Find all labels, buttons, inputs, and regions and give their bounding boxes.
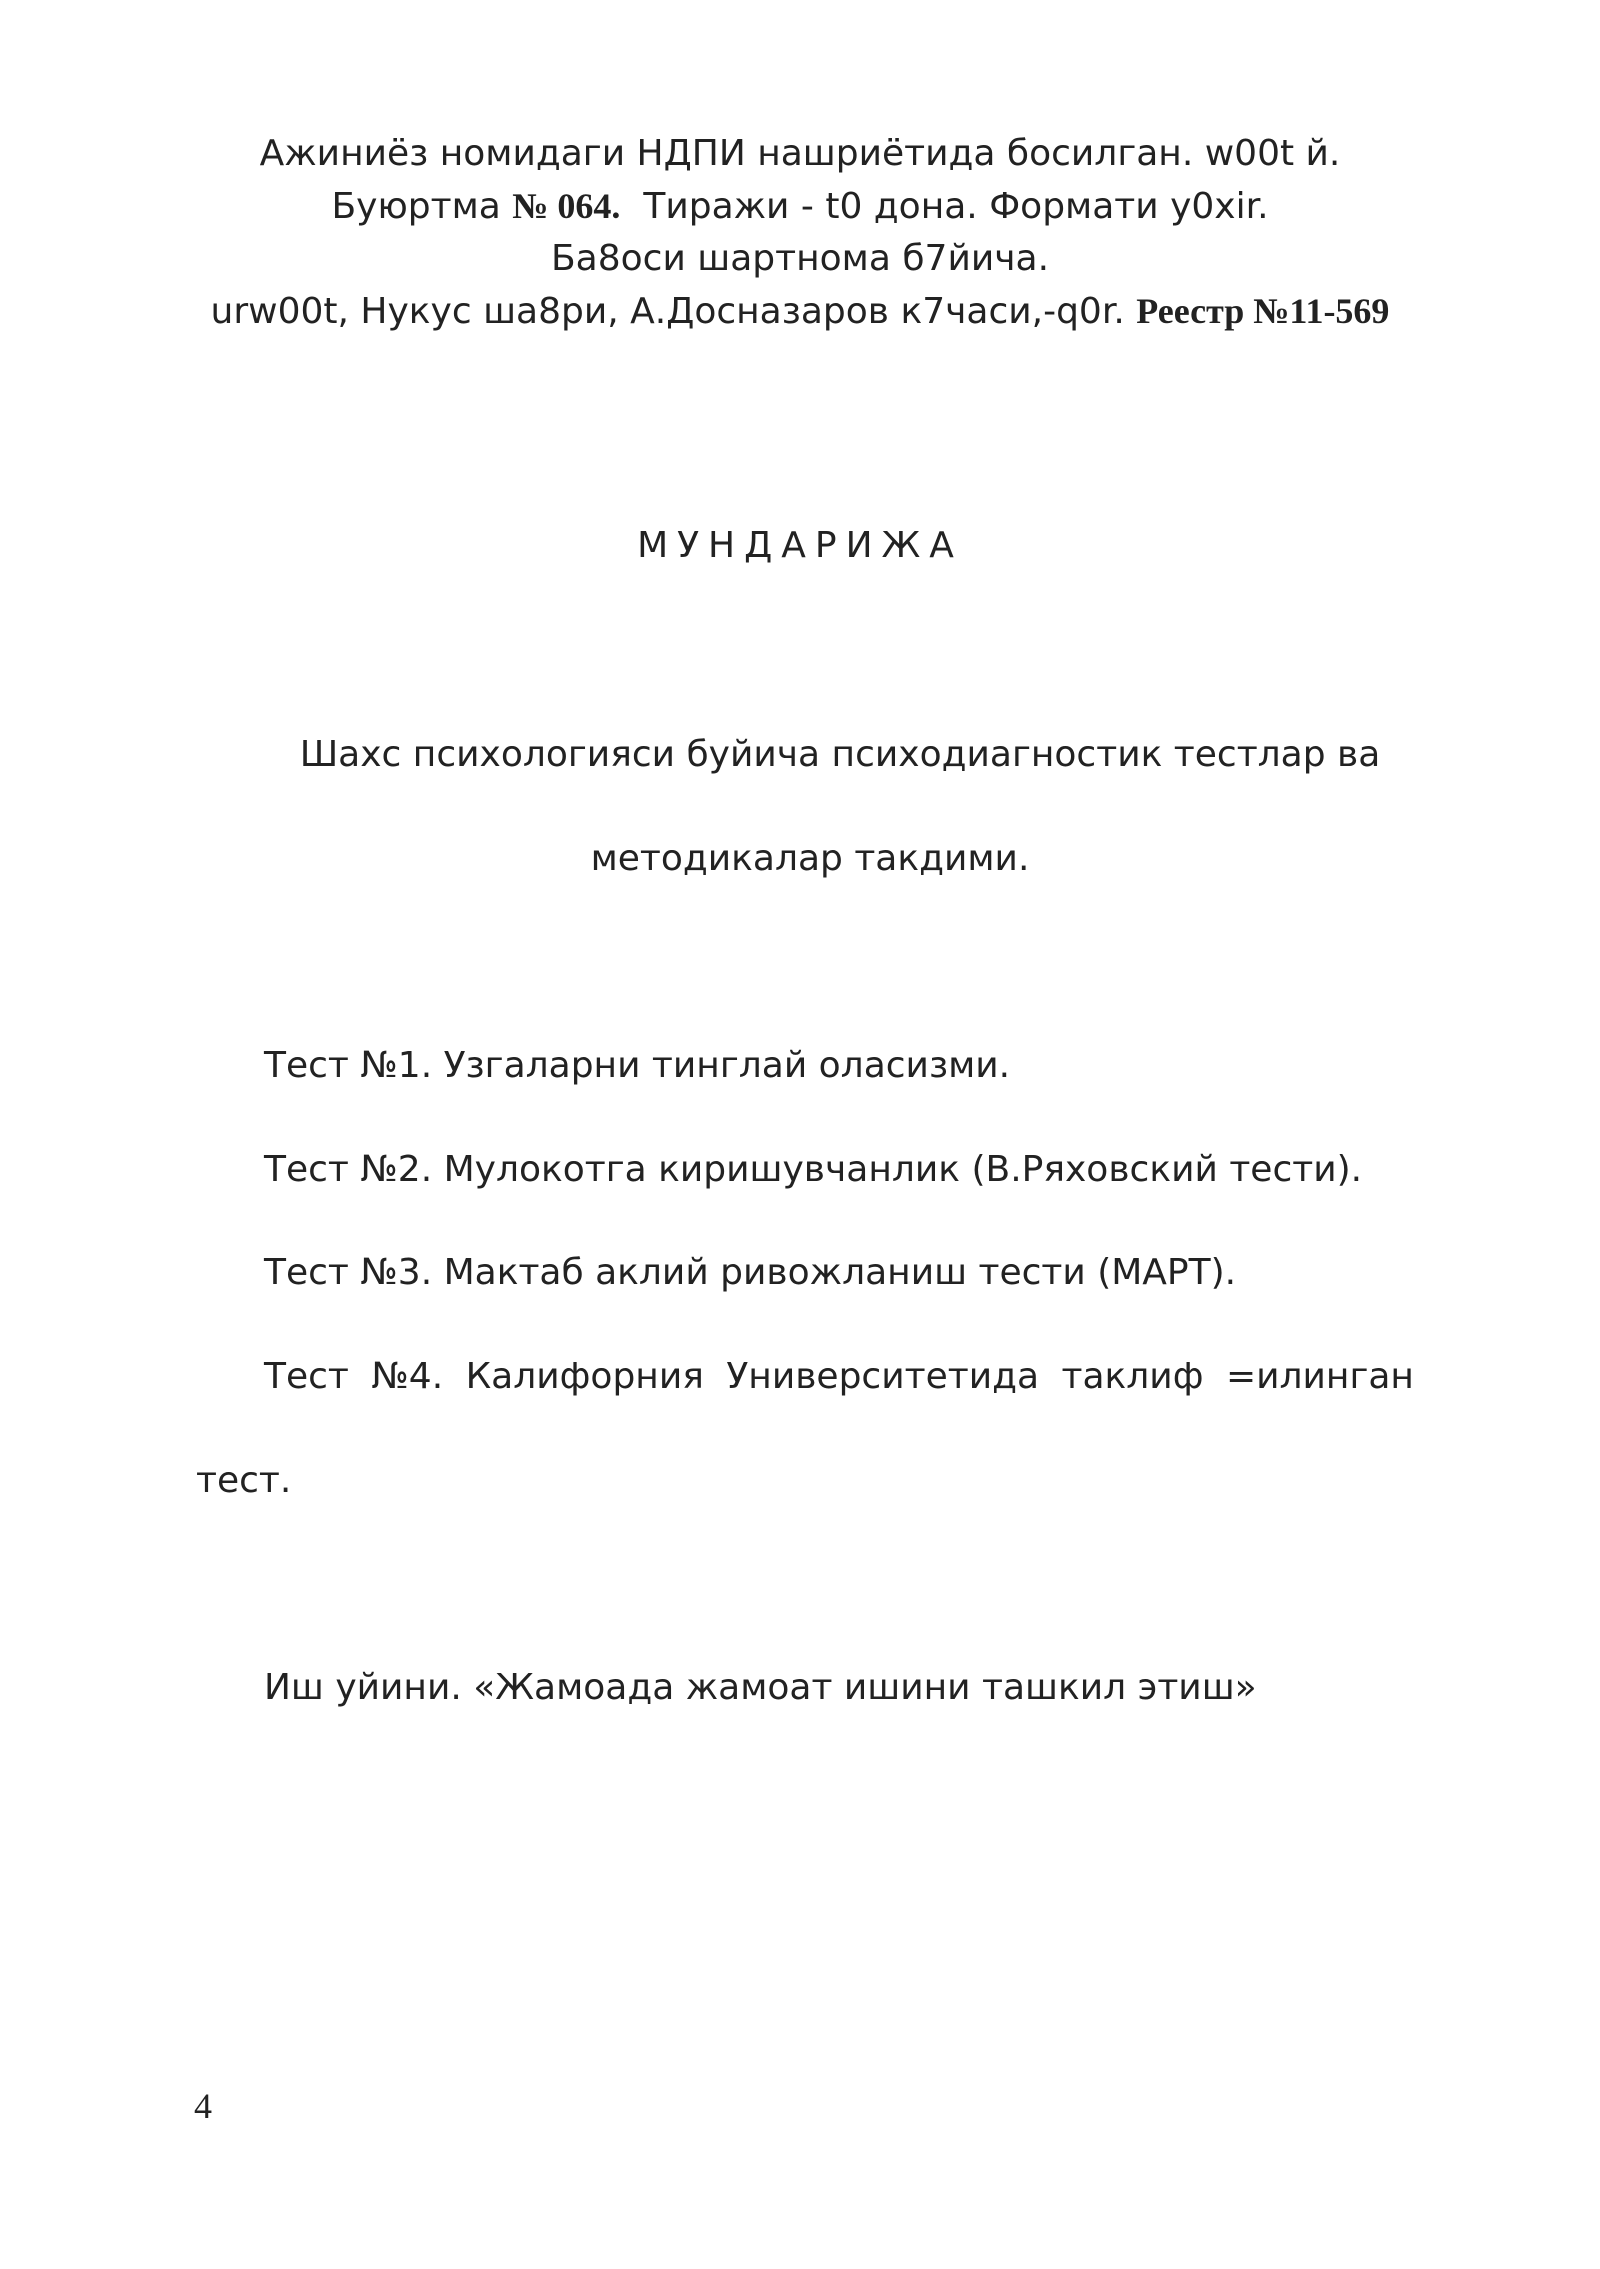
toc-item-test-4-continuation: тест.	[196, 1460, 292, 1501]
toc-item-test-2: Тест №2. Мулокотга киришувчанлик (В.Ряховский тести).	[264, 1149, 1363, 1190]
registry-number: Реестр №11-569	[1136, 291, 1390, 331]
imprint-line-2	[0, 180, 1600, 233]
toc-item-test-1: Тест №1. Узгаларни тинглай оласизми.	[264, 1045, 1011, 1086]
toc-subtitle-line-2: методикалар такдими.	[590, 838, 1030, 879]
order-label: Буюртма	[331, 186, 513, 227]
imprint-line-4	[0, 285, 1600, 338]
imprint-block	[0, 128, 1600, 338]
item4-word: Тест	[264, 1356, 349, 1397]
item4-word: Университетида	[726, 1356, 1040, 1397]
imprint-line-1: Ажиниёз номидаги НДПИ нашриётида босилган. w00t й.	[259, 133, 1341, 174]
order-number: № 064.	[512, 186, 621, 226]
publisher-address: urw00t, Нукус ша8ри, А.Досназаров к7часи,-q0r.	[210, 291, 1137, 332]
item4-word: №4.	[371, 1356, 444, 1397]
page-number: 4	[194, 2086, 212, 2126]
item4-word: =илинган	[1225, 1356, 1414, 1397]
toc-item-test-4	[264, 1351, 1414, 1403]
toc-title: МУНДАРИЖА	[637, 525, 963, 566]
print-run-format: Тиражи - t0 дона. Формати y0xir.	[620, 186, 1269, 227]
toc-subtitle-line-1: Шахс психологияси буйича психодиагностик тестлар ва	[299, 734, 1381, 775]
toc-item-game: Иш уйини. «Жамоада жамоат ишини ташкил этиш»	[264, 1667, 1257, 1708]
item4-word: таклиф	[1061, 1356, 1204, 1397]
toc-item-test-3: Тест №3. Мактаб аклий ривожланиш тести (МАРТ).	[264, 1252, 1237, 1293]
imprint-line-3: Ба8оси шартнома б7йича.	[550, 238, 1050, 279]
item4-word: Калифорния	[465, 1356, 704, 1397]
